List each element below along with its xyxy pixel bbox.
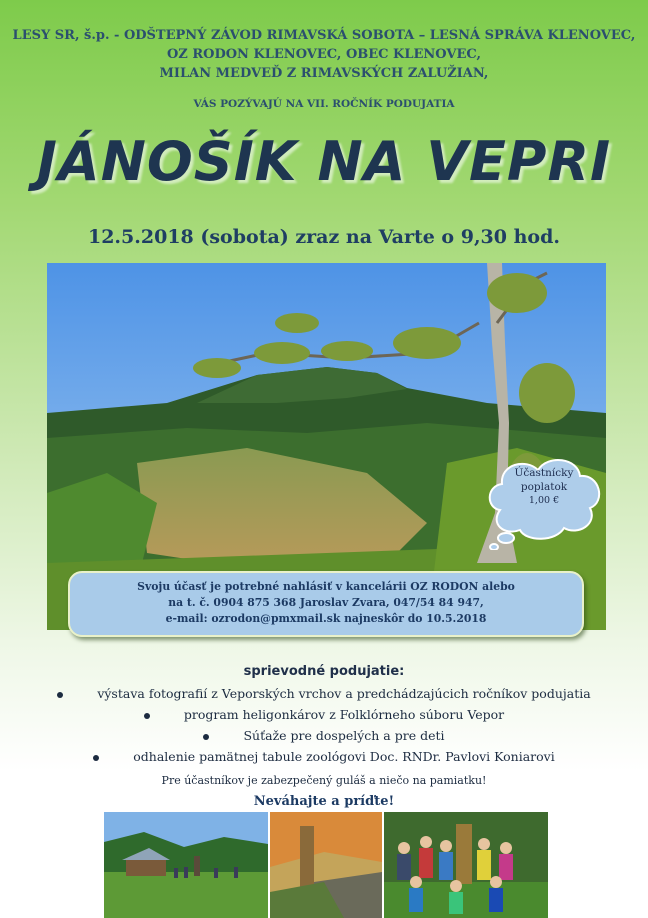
event-text: Súťaže pre dospelých a pre deti <box>243 728 445 743</box>
list-item <box>0 704 648 725</box>
events-heading: sprievodné podujatie: <box>243 664 405 679</box>
bullet-icon <box>57 692 63 698</box>
events-list <box>0 683 648 767</box>
event-title: JÁNOŠÍK NA VEPRI <box>36 130 612 193</box>
contact-line-1: Svoju účasť je potrebné nahlásiť v kancelárii OZ RODON alebo <box>137 580 515 593</box>
contact-box <box>68 571 584 637</box>
bullet-icon <box>203 734 209 740</box>
closing-line: Neváhajte a príďte! <box>253 794 395 809</box>
organizers-line-1: LESY SR, š.p. - ODŠTEPNÝ ZÁVOD RIMAVSKÁ SOBOTA – LESNÁ SPRÁVA KLENOVEC, <box>12 28 636 43</box>
event-text: odhalenie pamätnej tabule zoológovi Doc. RNDr. Pavlovi Koniarovi <box>133 749 555 764</box>
invite-line: VÁS POZÝVAJÚ NA VII. ROČNÍK PODUJATIA <box>193 98 455 110</box>
event-text: výstava fotografií z Veporských vrchov a predchádzajúcich ročníkov podujatia <box>97 686 591 701</box>
organizers-line-3: MILAN MEDVEĎ Z RIMAVSKÝCH ZALUŽIAN, <box>159 66 489 81</box>
cabin-photo <box>104 812 268 918</box>
group-photo <box>384 812 548 918</box>
bullet-icon <box>144 713 150 719</box>
fee-line-2: poplatok <box>520 481 568 493</box>
event-photos <box>104 812 548 918</box>
event-text: program heligonkárov z Folklórneho súboru Vepor <box>183 707 505 722</box>
catering-note: Pre účastníkov je zabezpečený guláš a niečo na pamiatku! <box>161 774 487 787</box>
list-item <box>0 746 648 767</box>
list-item <box>0 683 648 704</box>
event-date: 12.5.2018 (sobota) zraz na Varte o 9,30 hod. <box>87 226 560 248</box>
fee-amount: 1,00 € <box>528 495 560 506</box>
organizers <box>0 26 648 83</box>
contact-line-3: e-mail: ozrodon@pmxmail.sk najneskôr do 10.5.2018 <box>165 612 487 625</box>
carving-photo <box>270 812 382 918</box>
accompanying-events <box>0 664 648 767</box>
fee-line-1: Účastnícky <box>514 467 574 479</box>
organizers-line-2: OZ RODON KLENOVEC, OBEC KLENOVEC, <box>166 47 482 62</box>
fee-text <box>482 466 606 508</box>
bullet-icon <box>93 755 99 761</box>
list-item <box>0 725 648 746</box>
contact-line-2: na t. č. 0904 875 368 Jaroslav Zvara, 047/54 84 947, <box>168 596 484 609</box>
